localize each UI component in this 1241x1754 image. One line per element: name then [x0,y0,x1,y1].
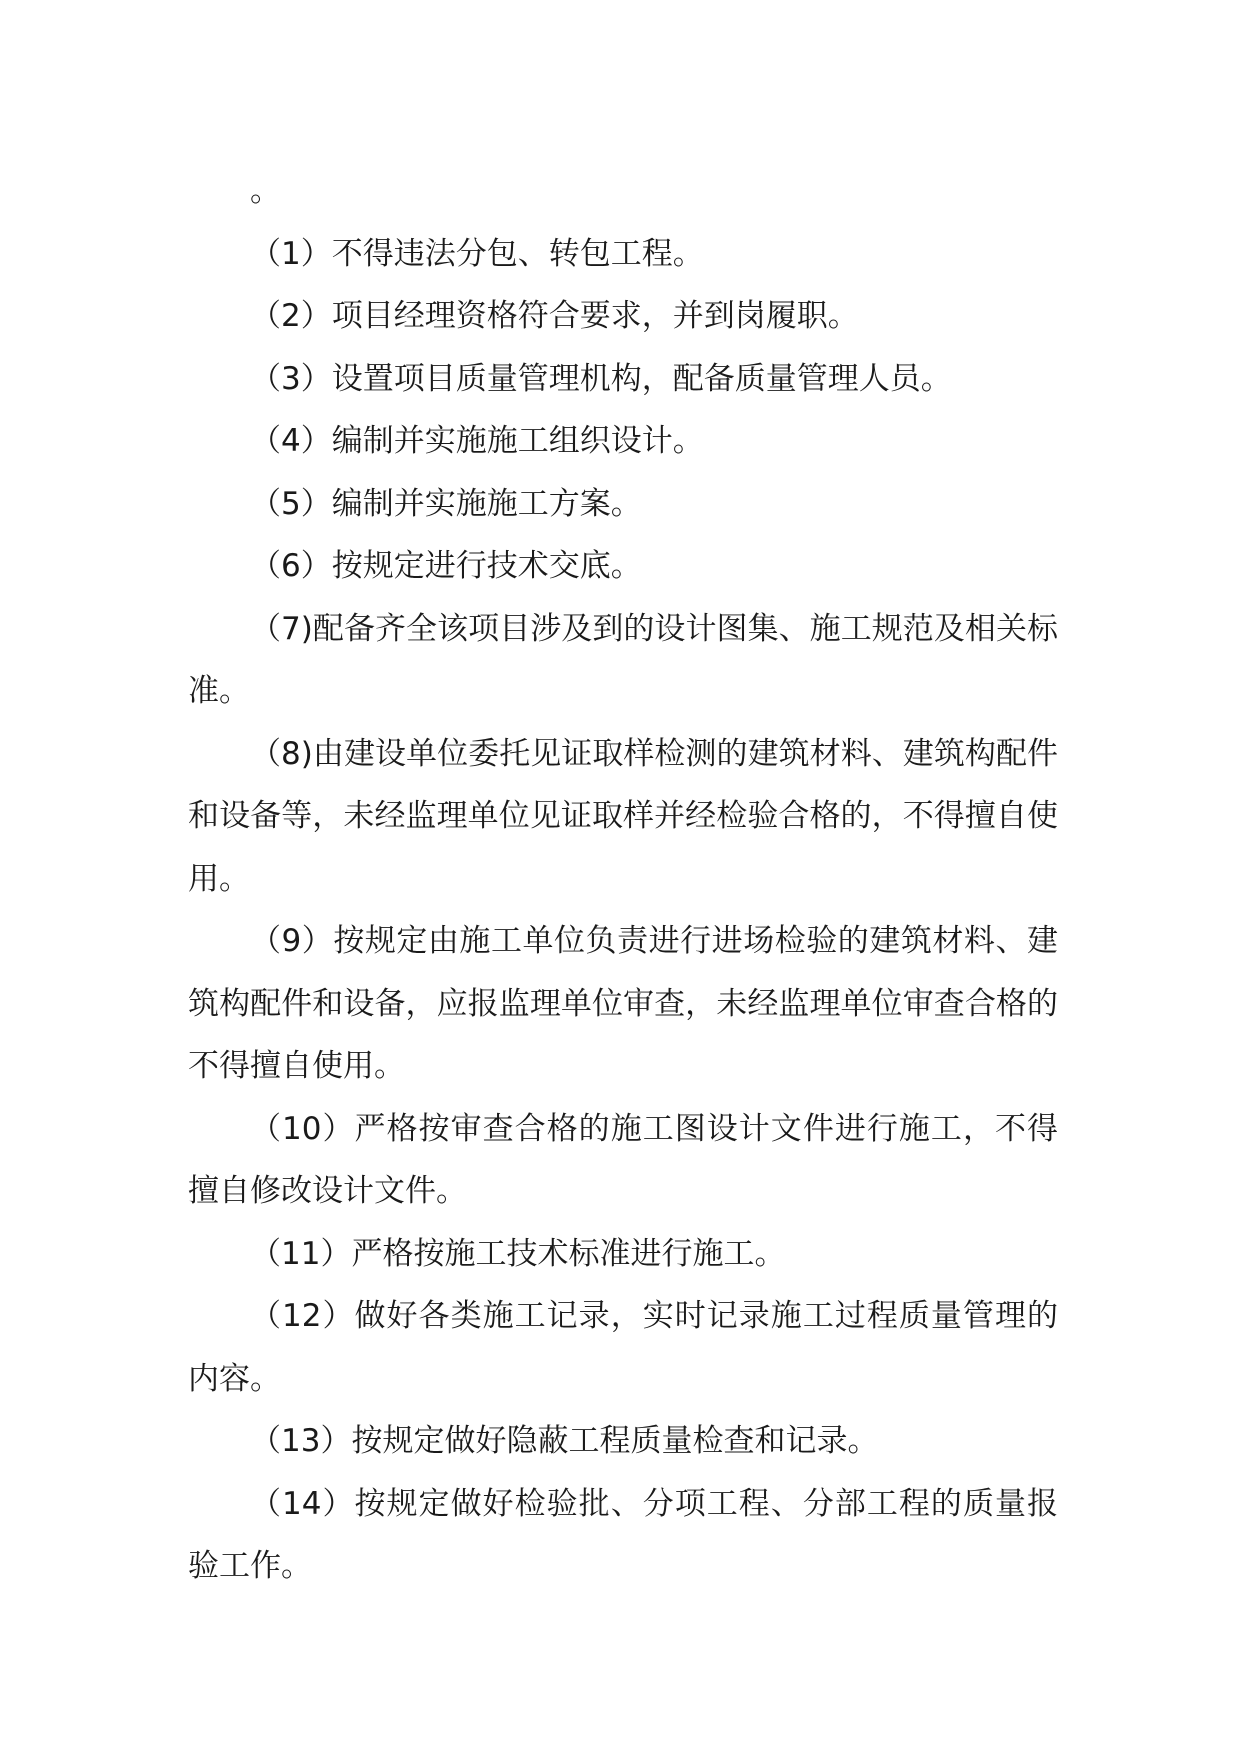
list-item-10: （10）严格按审查合格的施工图设计文件进行施工，不得擅自修改设计文件。 [188,1110,1058,1209]
list-item-9: （9）按规定由施工单位负责进行进场检验的建筑材料、建筑构配件和设备，应报监理单位审查，未经监理单位审查合格的不得擅自使用。 [188,923,1058,1084]
list-item-6: （6）按规定进行技术交底。 [250,548,642,584]
list-item-7: （7)配备齐全该项目涉及到的设计图集、施工规范及相关标准。 [188,610,1058,709]
list-item-3: （3）设置项目质量管理机构，配备质量管理人员。 [250,360,952,397]
list-item-1: （1）不得违法分包、转包工程。 [250,235,704,272]
list-item-4: （4）编制并实施施工组织设计。 [250,423,704,459]
list-item-12: （12）做好各类施工记录，实时记录施工过程质量管理的内容。 [188,1298,1058,1397]
list-item-13: （13）按规定做好隐蔽工程质量检查和记录。 [250,1423,879,1459]
leading-punctuation: 。 [250,173,281,209]
list-item-14: （14）按规定做好检验批、分项工程、分部工程的质量报验工作。 [188,1485,1058,1584]
list-item-11: （11）严格按施工技术标准进行施工。 [250,1235,786,1272]
list-item-2: （2）项目经理资格符合要求，并到岗履职。 [250,298,859,334]
list-item-8: （8)由建设单位委托见证取样检测的建筑材料、建筑构配件和设备等，未经监理单位见证取样并经检验合格的，不得擅自使用。 [188,735,1058,897]
document-body [188,160,1058,1598]
list-item-5: （5）编制并实施施工方案。 [250,485,642,522]
